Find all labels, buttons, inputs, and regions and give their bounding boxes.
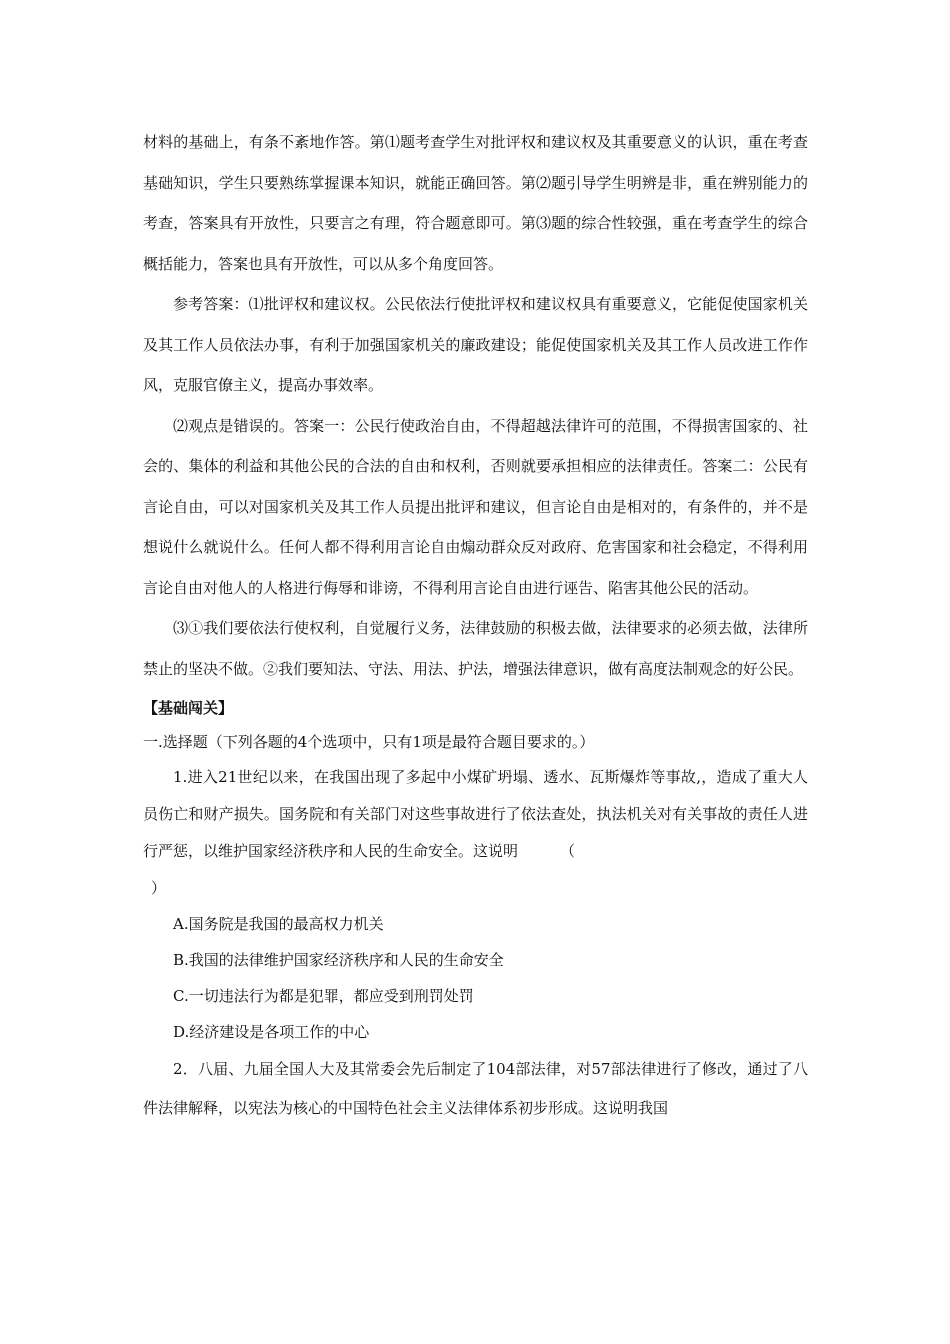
question-2-stem: 2．八届、九届全国人大及其常委会先后制定了104部法律，对57部法律进行了修改，通过了八件法律解释，以宪法为核心的中国特色社会主义法律体系初步形成。这说明我国 [143, 1060, 808, 1117]
answer-paragraph-3: ⑶①我们要依法行使权利，自觉履行义务，法律鼓励的积极去做，法律要求的必须去做，法律所禁止的坚决不做。②我们要知法、守法、用法、护法，增强法律意识，做有高度法制观念的好公民。 [143, 619, 808, 678]
option-a: A.国务院是我国的最高权力机关 [173, 915, 384, 933]
answer-paren-open: （ [560, 842, 576, 860]
section-heading: 【基础闯关】 [143, 699, 234, 717]
question-1-stem-text: 1.进入21世纪以来，在我国出现了多起中小煤矿坍塌、透水、瓦斯爆炸等事故,，造成了重大人员伤亡和财产损失。国务院和有关部门对这些事故进行了依法查处，执法机关对有关事故的责任人进行严惩，以维护国家经济秩序和人民的生命安全。这说明 [143, 768, 808, 860]
answer-paragraph-2: ⑵观点是错误的。答案一：公民行使政治自由，不得超越法律许可的范围，不得损害国家的、社会的、集体的利益和其他公民的合法的自由和权利，否则就要承担相应的法律责任。答案二：公民有言论自由，可以对国家机关及其工作人员提出批评和建议，但言论自由是相对的，有条件的，并不是想说什么就说什么。任何人都不得利用言论自由煽动群众反对政府、危害国家和社会稳定，不得利用言论自由对他人的人格进行侮辱和诽谤，不得利用言论自由进行诬告、陷害其他公民的活动。 [143, 416, 808, 597]
question-1-stem [143, 759, 808, 870]
answer-paren-close: ） [151, 879, 167, 897]
part-title: 一.选择题（下列各题的4个选项中，只有1项是最符合题目要求的。） [143, 733, 595, 751]
option-c: C.一切违法行为都是犯罪，都应受到刑罚处罚 [173, 987, 474, 1005]
answer-paren-line [143, 870, 808, 906]
document-body [143, 122, 808, 1128]
answer-paragraph-1: 参考答案：⑴批评权和建议权。公民依法行使批评权和建议权具有重要意义，它能促使国家机关及其工作人员依法办事，有利于加强国家机关的廉政建设；能促使国家机关及其工作人员改进工作作风，克服官僚主义，提高办事效率。 [143, 295, 808, 394]
analysis-paragraph: 材料的基础上，有条不紊地作答。第⑴题考查学生对批评权和建议权及其重要意义的认识，重在考查基础知识，学生只要熟练掌握课本知识，就能正确回答。第⑵题引导学生明辨是非，重在辨别能力的考查，答案具有开放性，只要言之有理，符合题意即可。第⑶题的综合性较强，重在考查学生的综合概括能力，答案也具有开放性，可以从多个角度回答。 [143, 133, 808, 273]
option-b: B.我国的法律维护国家经济秩序和人民的生命安全 [173, 951, 504, 969]
option-d: D.经济建设是各项工作的中心 [173, 1023, 370, 1041]
question-1 [143, 759, 808, 1050]
